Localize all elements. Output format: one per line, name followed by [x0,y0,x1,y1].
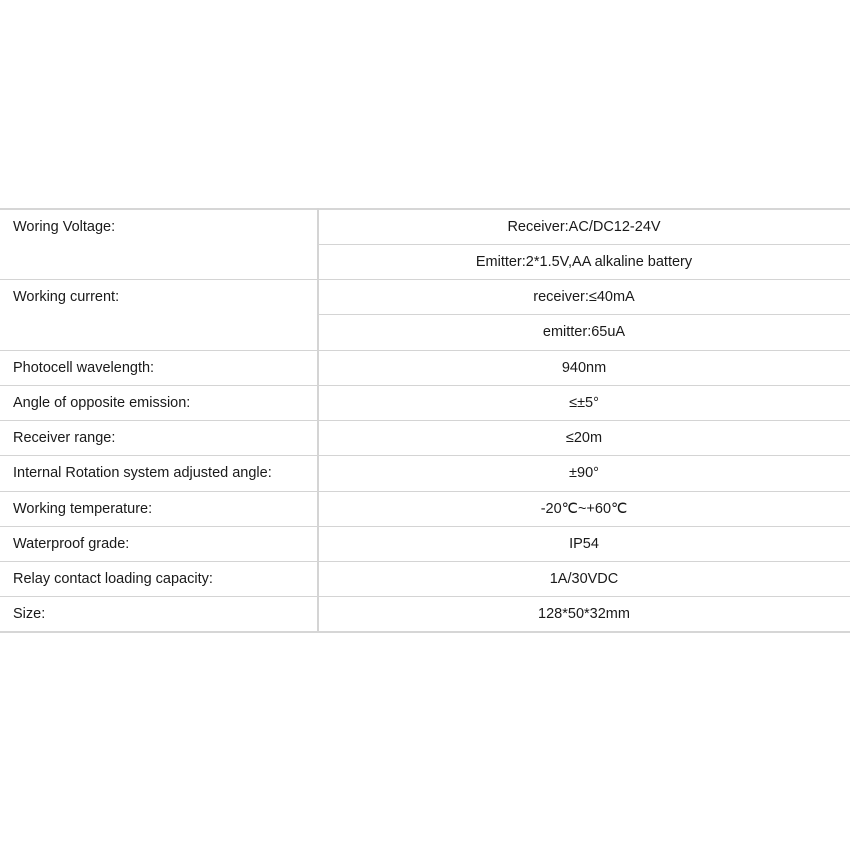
spec-label: Angle of opposite emission: [0,385,318,420]
spec-value: 940nm [318,350,850,385]
spec-value: Emitter:2*1.5V,AA alkaline battery [318,244,850,279]
spec-label: Size: [0,597,318,632]
table-row [0,562,850,597]
spec-value: ≤20m [318,421,850,456]
spec-label: Internal Rotation system adjusted angle: [0,456,318,491]
table-row-working-voltage-1 [0,209,850,244]
spec-value: emitter:65uA [318,315,850,350]
spec-label: Waterproof grade: [0,526,318,561]
table-row [0,350,850,385]
table-row [0,421,850,456]
table-row [0,491,850,526]
spec-label: Working temperature: [0,491,318,526]
table-row [0,456,850,491]
spec-value: receiver:≤40mA [318,280,850,315]
spec-value: 128*50*32mm [318,597,850,632]
table-row [0,385,850,420]
spec-label: Woring Voltage: [0,209,318,280]
spec-label: Relay contact loading capacity: [0,562,318,597]
spec-label: Photocell wavelength: [0,350,318,385]
spec-table [0,208,850,633]
spec-value: ≤±5° [318,385,850,420]
spec-value: -20℃~+60℃ [318,491,850,526]
table-row [0,597,850,632]
spec-value: Receiver:AC/DC12-24V [318,209,850,244]
spec-value: ±90° [318,456,850,491]
spec-label: Working current: [0,280,318,351]
table-row-working-current-1 [0,280,850,315]
table-row [0,526,850,561]
spec-value: 1A/30VDC [318,562,850,597]
spec-value: IP54 [318,526,850,561]
spec-label: Receiver range: [0,421,318,456]
